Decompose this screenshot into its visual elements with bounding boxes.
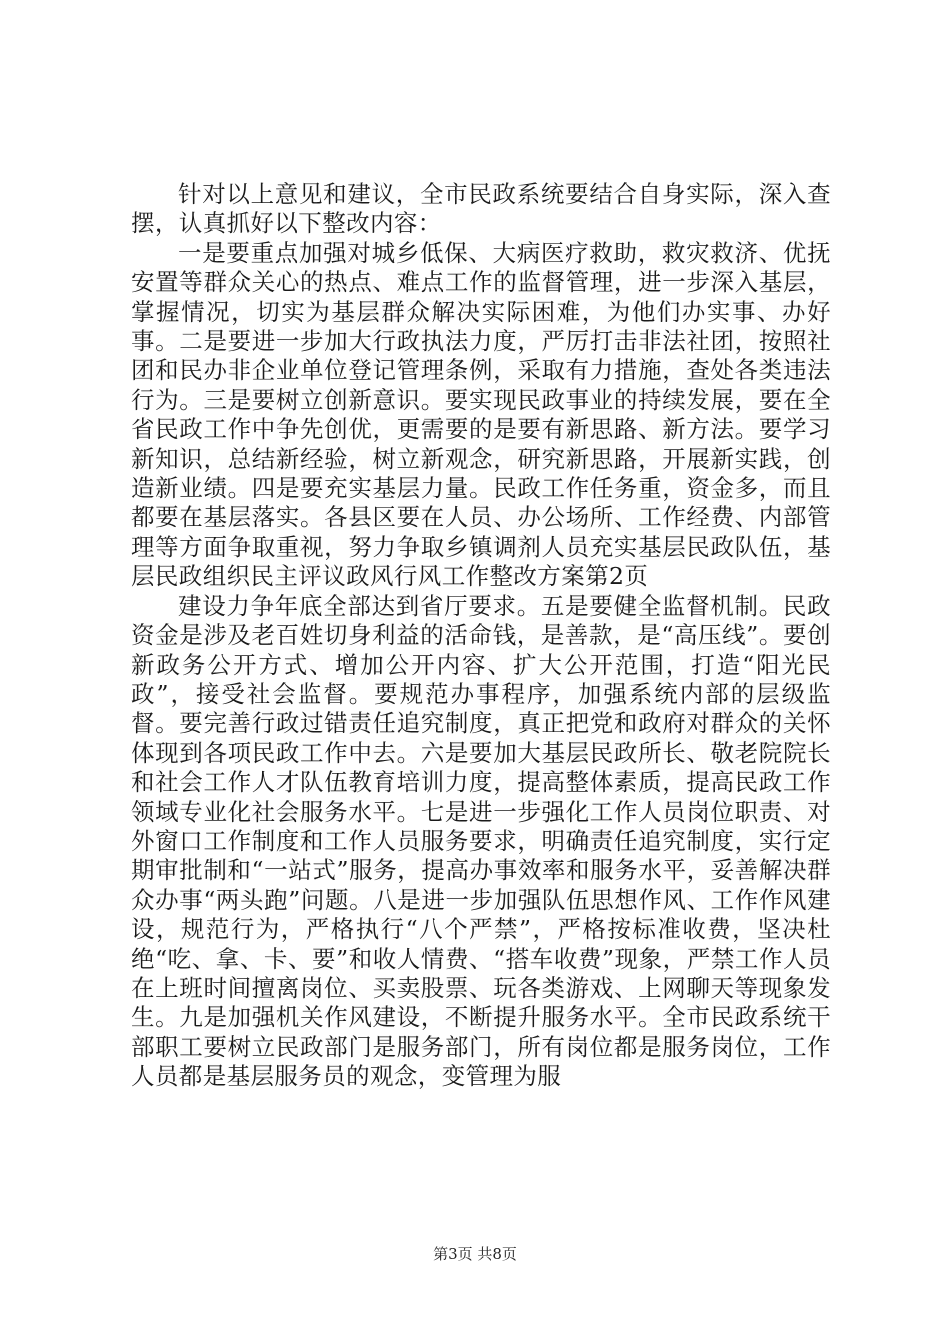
paragraph-supervision: 建设力争年底全部达到省厅要求。五是要健全监督机制。民政资金是涉及老百姓切身利益的活命钱，是善款，是“高压线”。要创新政务公开方式、增加公开内容、扩大公开范围，打造“阳光民政”，接受社会监督。要规范办事程序，加强系统内部的层级监督。要完善行政过错责任追究制度，真正把党和政府对群众的关怀体现到各项民政工作中去。六是要加大基层民政所长、敬老院院长和社会工作人才队伍教育培训力度，提高整体素质，提高民政工作领域专业化社会服务水平。七是进一步强化工作人员岗位职责、对外窗口工作制度和工作人员服务要求，明确责任追究制度，实行定期审批制和“一站式”服务，提高办事效率和服务水平，妥善解决群众办事“两头跑”问题。八是进一步加强队伍思想作风、工作作风建设，规范行为，严格执行“八个严禁”，严格按标准收费，坚决杜绝“吃、拿、卡、要”和收人情费、“搭车收费”现象，严禁工作人员在上班时间擅离岗位、买卖股票、玩各类游戏、上网聊天等现象发生。九是加强机关作风建设，不断提升服务水平。全市民政系统干部职工要树立民政部门是服务部门，所有岗位都是服务岗位，工作人员都是基层服务员的观念，变管理为服 xyxy=(131,591,831,1091)
page-footer: 第3页 共8页 xyxy=(433,1245,517,1263)
document-body xyxy=(131,180,831,1092)
paragraph-rectification-items: 一是要重点加强对城乡低保、大病医疗救助，救灾救济、优抚安置等群众关心的热点、难点工作的监督管理，进一步深入基层，掌握情况，切实为基层群众解决实际困难，为他们办实事、办好事。二是要进一步加大行政执法力度，严厉打击非法社团，按照社团和民办非企业单位登记管理条例，采取有力措施，查处各类违法行为。三是要树立创新意识。要实现民政事业的持续发展，要在全省民政工作中争先创优，更需要的是要有新思路、新方法。要学习新知识，总结新经验，树立新观念，研究新思路，开展新实践，创造新业绩。四是要充实基层力量。民政工作任务重，资金多，而且都要在基层落实。各县区要在人员、办公场所、工作经费、内部管理等方面争取重视，努力争取乡镇调剂人员充实基层民政队伍，基层民政组织民主评议政风行风工作整改方案第2页 xyxy=(131,238,831,591)
paragraph-intro: 针对以上意见和建议，全市民政系统要结合自身实际，深入查摆，认真抓好以下整改内容： xyxy=(131,180,831,238)
